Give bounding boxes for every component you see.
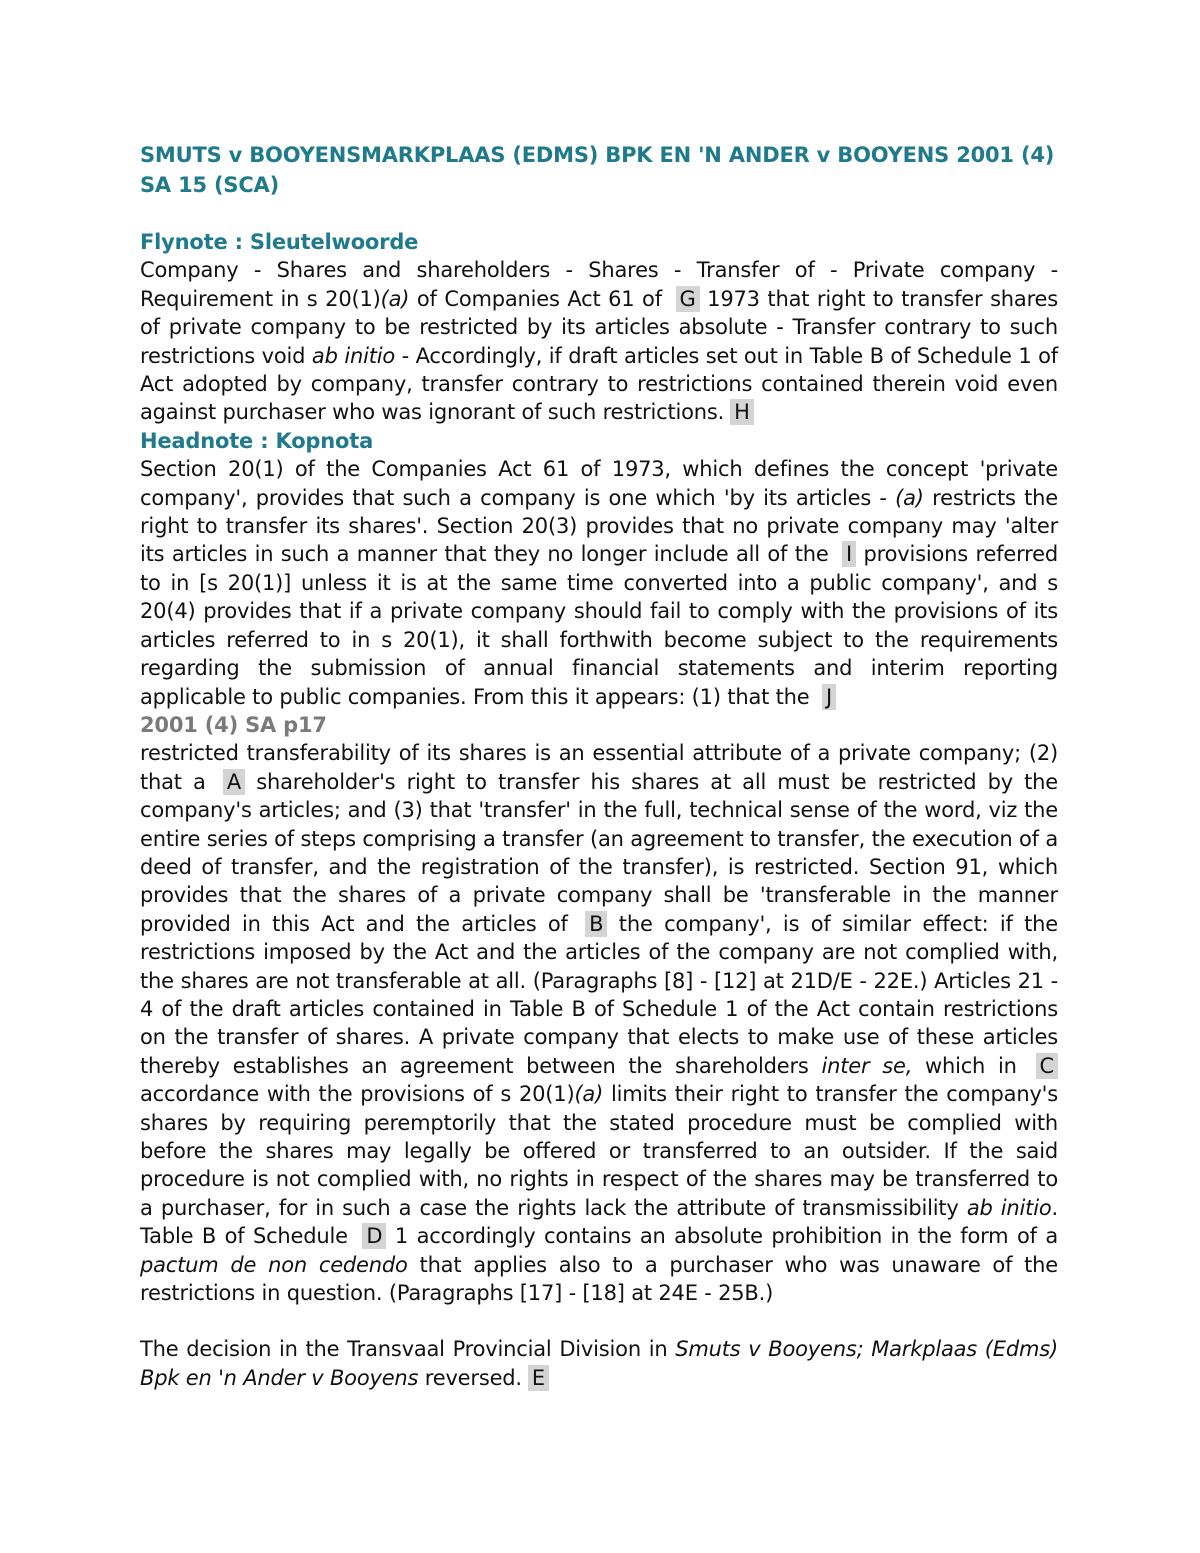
flynote-italic: ab initio: [311, 343, 396, 368]
margin-letter-marker: J: [822, 684, 836, 710]
headnote-text: restricts the right to transfer its shares'. Section 20(3) provides that no private company may 'alter its articles in such a manner that they no longer include all of the: [140, 485, 1058, 567]
headnote-text: which in: [912, 1053, 1030, 1078]
headnote-text: limits their right to transfer the company's shares by requiring peremptorily that the stated procedure must be complied with before the shares may legally be offered or transferred to an outsider. If the said procedure is not complied with, no rights in respect of the shares may be transferred to a purchaser, for in such a case the rights lack the attribute of transmissibility: [140, 1082, 1058, 1220]
headnote-text: The decision in the Transvaal Provincial Division in: [140, 1337, 676, 1362]
flynote-italic: (a): [380, 286, 410, 311]
headnote-text: Section 20(1) of the Companies Act 61 of 1973, which defines the concept 'private company', provides that such a company is one which 'by its articles -: [140, 457, 1058, 510]
flynote-text: 1973 that right to transfer shares of private company to be restricted by its articles absolute - Transfer contrary to such restrictions void: [140, 286, 1059, 368]
flynote-paragraph: [140, 256, 1058, 426]
margin-letter-marker: D: [362, 1223, 386, 1249]
headnote-paragraph-2: [140, 739, 1058, 1307]
margin-letter-marker: E: [528, 1365, 549, 1391]
headnote-italic: pactum de non cedendo: [140, 1252, 408, 1277]
page-reference: 2001 (4) SA p17: [140, 712, 327, 737]
headnote-italic: ab initio: [966, 1195, 1052, 1220]
flynote-heading: Flynote : Sleutelwoorde: [140, 230, 419, 254]
headnote-text: provisions referred to in [s 20(1)] unless it is at the same time converted into a public company', and s 20(4) provides that if a private company should fail to comply with the provisions of its articles referred to in s 20(1), it shall forthwith become subject to the requirements regarding the submission of annual financial statements and interim reporting applicable to public companies. From this it appears: (1) that the: [140, 542, 1058, 709]
headnote-text: reversed.: [418, 1365, 522, 1390]
headnote-text: restricted transferability of its shares is an essential attribute of a private company; (2) that a: [140, 741, 1058, 794]
headnote-paragraph-3: [140, 1335, 1058, 1392]
headnote-text: shareholder's right to transfer his shares at all must be restricted by the company's articles; and (3) that 'transfer' in the full, technical sense of the word, viz the entire series of steps comprising a transfer (an agreement to transfer, the execution of a deed of transfer, and the registration of the transfer), is restricted. Section 91, which provides that the shares of a private company shall be 'transferable in the manner provided in this Act and the articles of: [140, 769, 1058, 936]
flynote-text: Company - Shares and shareholders - Shares - Transfer of - Private company - Requirement in s 20(1): [140, 258, 1058, 311]
paragraph-spacer: [140, 1307, 1058, 1335]
flynote-text: of Companies Act 61 of: [409, 286, 670, 311]
margin-letter-marker: C: [1036, 1053, 1058, 1079]
margin-letter-marker: B: [585, 911, 607, 937]
headnote-italic: (a): [895, 485, 924, 510]
headnote-text: 1 accordingly contains an absolute prohibition in the form of a: [386, 1224, 1058, 1249]
margin-letter-marker: A: [223, 769, 245, 795]
headnote-heading: Headnote : Kopnota: [140, 428, 374, 453]
headnote-italic: (a): [574, 1082, 604, 1107]
headnote-text: . Table B of Schedule: [140, 1195, 1058, 1249]
margin-letter-marker: H: [730, 399, 754, 425]
document-content: [140, 140, 1058, 1392]
headnote-italic: inter se,: [821, 1053, 913, 1078]
case-title: SMUTS v BOOYENSMARKPLAAS (EDMS) BPK EN 'N ANDER v BOOYENS 2001 (4) SA 15 (SCA): [140, 143, 1055, 197]
flynote-text: - Accordingly, if draft articles set out in Table B of Schedule 1 of Act adopted by company, transfer contrary to restrictions contained therein void even against purchaser who was ignorant of such restrictions.: [140, 343, 1058, 425]
case-citation-italic: Smuts v Booyens; Markplaas (Edms) Bpk en 'n Ander v Booyens: [140, 1337, 1058, 1390]
headnote-text: accordance with the provisions of s 20(1): [140, 1082, 575, 1107]
margin-letter-marker: I: [842, 541, 856, 567]
headnote-text: the company', is of similar effect: if the restrictions imposed by the Act and the articles of the company are not complied with, the shares are not transferable at all. (Paragraphs [8] - [12] at 21D/E - 22E.) Articles 21 - 4 of the draft articles contained in Table B of Schedule 1 of the Act contain restrictions on the transfer of shares. A private company that elects to make use of these articles thereby establishes an agreement between the shareholders: [140, 911, 1058, 1078]
headnote-paragraph-1: [140, 455, 1058, 711]
headnote-text: that applies also to a purchaser who was unaware of the restrictions in question. (Paragraphs [17] - [18] at 24E - 25B.): [140, 1252, 1058, 1306]
margin-letter-marker: G: [676, 286, 700, 312]
